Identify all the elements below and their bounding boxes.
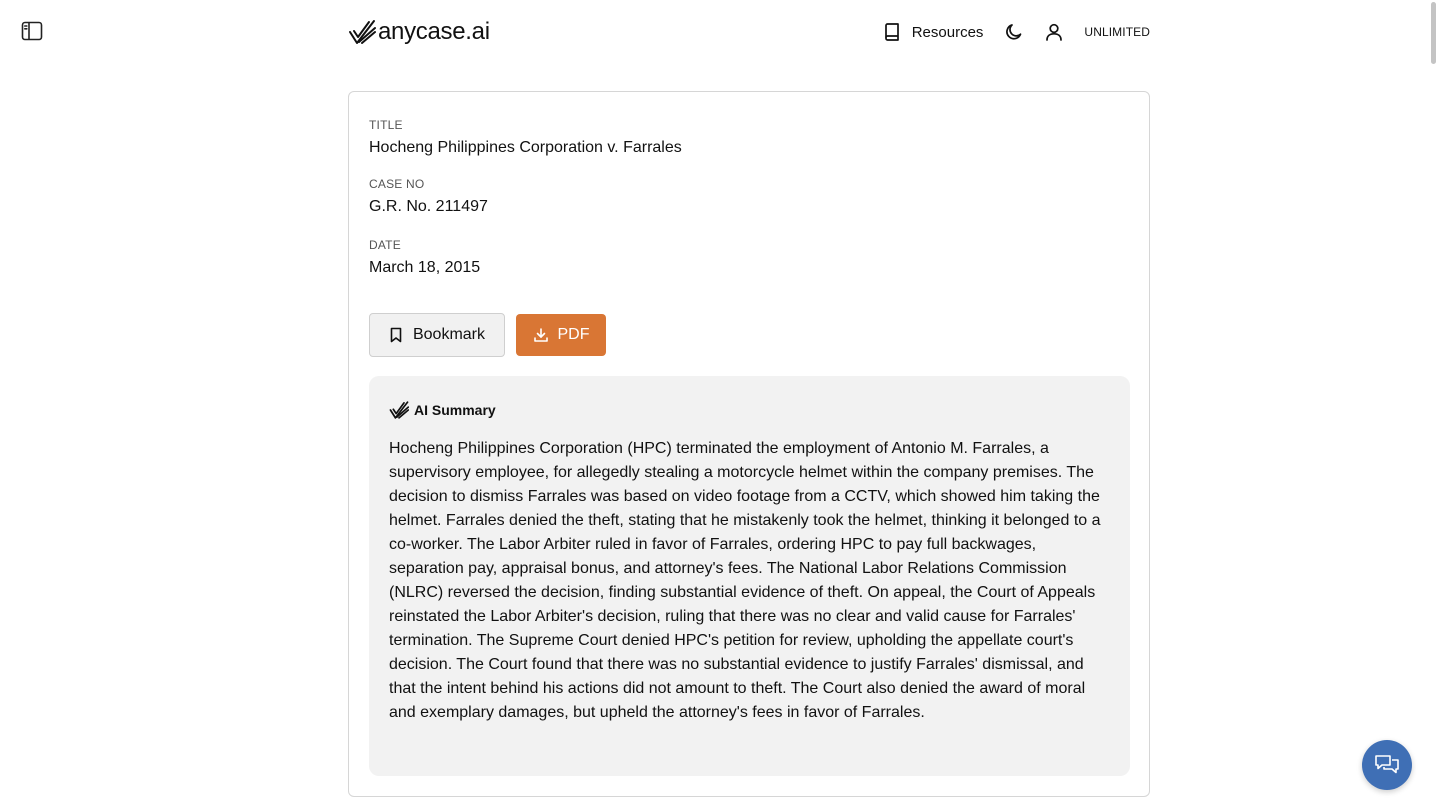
ai-summary-panel (369, 376, 1130, 776)
book-icon (882, 22, 902, 42)
case-date: March 18, 2015 (369, 259, 481, 276)
title-label: TITLE (369, 118, 403, 132)
bookmark-button[interactable] (369, 313, 505, 357)
moon-icon[interactable] (1004, 22, 1024, 42)
page-scrollbar[interactable] (1431, 2, 1436, 64)
ai-summary-title: AI Summary (414, 402, 496, 418)
pdf-label: PDF (557, 326, 590, 343)
case-card (348, 91, 1150, 797)
resources-link[interactable] (882, 22, 984, 42)
download-icon (533, 327, 549, 343)
logo-checkmark-icon (348, 18, 376, 46)
case-number: G.R. No. 211497 (369, 198, 488, 215)
bookmark-label: Bookmark (412, 326, 486, 343)
brand-name: anycase.ai (378, 18, 490, 45)
ai-summary-header (389, 400, 1110, 420)
user-icon[interactable] (1044, 22, 1064, 42)
case-no-label: CASE NO (369, 177, 425, 191)
header-actions (882, 22, 1150, 42)
pdf-download-button[interactable] (516, 314, 606, 356)
chat-icon (1373, 751, 1401, 779)
case-title: Hocheng Philippines Corporation v. Farrales (369, 139, 682, 156)
resources-label: Resources (911, 23, 984, 41)
bookmark-icon (389, 327, 403, 343)
logo[interactable] (348, 18, 490, 46)
chat-button[interactable] (1362, 740, 1412, 790)
date-label: DATE (369, 238, 401, 252)
ai-summary-text: Hocheng Philippines Corporation (HPC) terminated the employment of Antonio M. Farrales, a supervisory employee, for allegedly stealing a motorcycle helmet within the company premises. The decision to dismiss Farrales was based on video footage from a CCTV, which showed him taking the helmet. Farrales denied the theft, stating that he mistakenly took the helmet, thinking it belonged to a co-worker. The Labor Arbiter ruled in favor of Farrales, ordering HPC to pay full backwages, separation pay, appraisal bonus, and attorney's fees. The National Labor Relations Commission (NLRC) reversed the decision, finding substantial evidence of theft. On appeal, the Court of Appeals reinstated the Labor Arbiter's decision, ruling that there was no clear and valid cause for Farrales' termination. The Supreme Court denied HPC's petition for review, upholding the appellate court's decision. The Court found that there was no substantial evidence to justify Farrales' dismissal, and that the intent behind his actions did not amount to theft. The Court also denied the award of moral and exemplary damages, but upheld the attorney's fees in favor of Farrales. (389, 440, 1101, 721)
sidebar-toggle-icon[interactable] (20, 19, 44, 43)
ai-logo-icon (389, 400, 409, 420)
plan-badge[interactable]: UNLIMITED (1084, 25, 1150, 39)
header (348, 14, 1150, 50)
